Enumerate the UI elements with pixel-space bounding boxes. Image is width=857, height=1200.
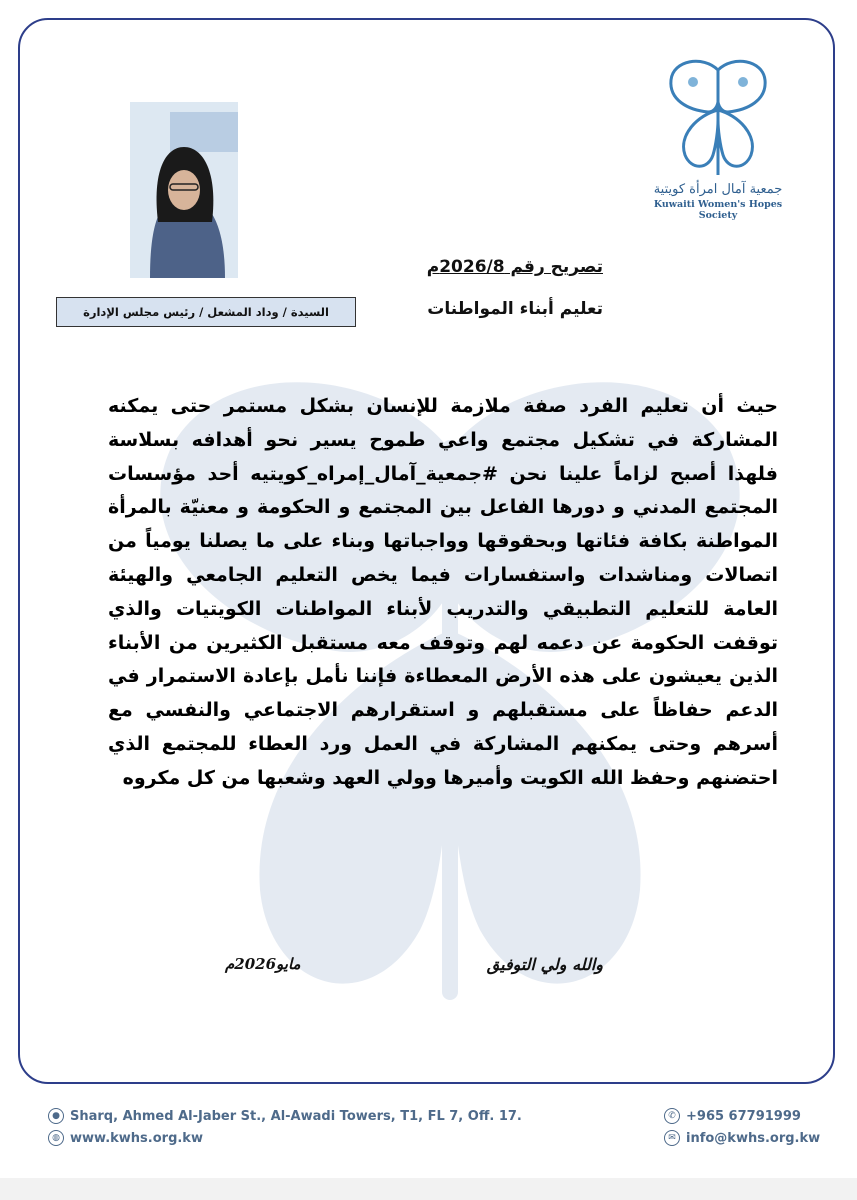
footer-website-text[interactable]: www.kwhs.org.kw xyxy=(70,1130,203,1146)
statement-subject: تعليم أبناء المواطنات xyxy=(427,299,603,319)
butterfly-logo-icon xyxy=(663,50,773,180)
footer-email[interactable] xyxy=(664,1130,820,1146)
chairwoman-caption: السيدة / وداد المشعل / رئيس مجلس الإدارة xyxy=(56,297,356,327)
statement-date: مايو2026م xyxy=(225,955,301,973)
organization-logo xyxy=(643,50,793,235)
bottom-strip xyxy=(0,1178,857,1200)
location-icon: ● xyxy=(48,1108,64,1124)
statement-body: حيث أن تعليم الفرد صفة ملازمة للإنسان بشكل مستمر حتى يمكنه المشاركة في تشكيل مجتمع واعي طموح يسير نحو أهدافه بسلاسة فلهذا أصبح لزاماً علينا نحن #جمعية_آمال_إمراه_كويتيه أحد مؤسسات المجتمع المدني و دورها الفاعل بين المجتمع و الحكومة و معنيّة بالمرأة المواطنة بكافة فئاتها وبحقوقها وواجباتها وبناء على ما يصلنا يومياً من اتصالات ومناشدات واستفسارات فيما يخص التعليم الجامعي والهيئة العامة للتعليم التطبيقي والتدريب لأبناء المواطنات الكويتيات والذي توقفت الحكومة عن دعمه لهم وتوقف معه مستقبل الكثيرين من الأبناء الذين يعيشون على هذه الأرض المعطاءة فإننا نأمل بإعادة الاستمرار في الدعم حفاظاً على مستقبلهم و استقرارهم الاجتماعي والنفسي مع أسرهم وحتى يمكنهم المشاركة في العمل ورد العطاء للمجتمع الذي احتضنهم وحفظ الله الكويت وأميرها وولي العهد وشعبها من كل مكروه xyxy=(108,395,778,789)
phone-icon: ✆ xyxy=(664,1108,680,1124)
chairwoman-photo xyxy=(130,102,238,278)
footer-address xyxy=(48,1108,522,1124)
letterhead-frame xyxy=(18,18,835,1084)
footer-website[interactable] xyxy=(48,1130,203,1146)
footer-phone-text[interactable]: +965 67791999 xyxy=(686,1108,801,1124)
logo-english-name: Kuwaiti Women's Hopes Society xyxy=(653,199,783,221)
footer-address-text: Sharq, Ahmed Al-Jaber St., Al-Awadi Towers, T1, FL 7, Off. 17. xyxy=(70,1108,522,1124)
statement-reference: تصريح رقم 2026/8م xyxy=(426,257,603,277)
globe-icon: ◍ xyxy=(48,1130,64,1146)
footer-email-text[interactable]: info@kwhs.org.kw xyxy=(686,1130,821,1146)
email-icon: ✉ xyxy=(664,1130,680,1146)
closing-phrase: والله ولي التوفيق xyxy=(486,955,603,974)
logo-arabic-name: جمعية آمال امرأة كويتية xyxy=(653,182,783,197)
footer-phone[interactable] xyxy=(664,1108,801,1124)
